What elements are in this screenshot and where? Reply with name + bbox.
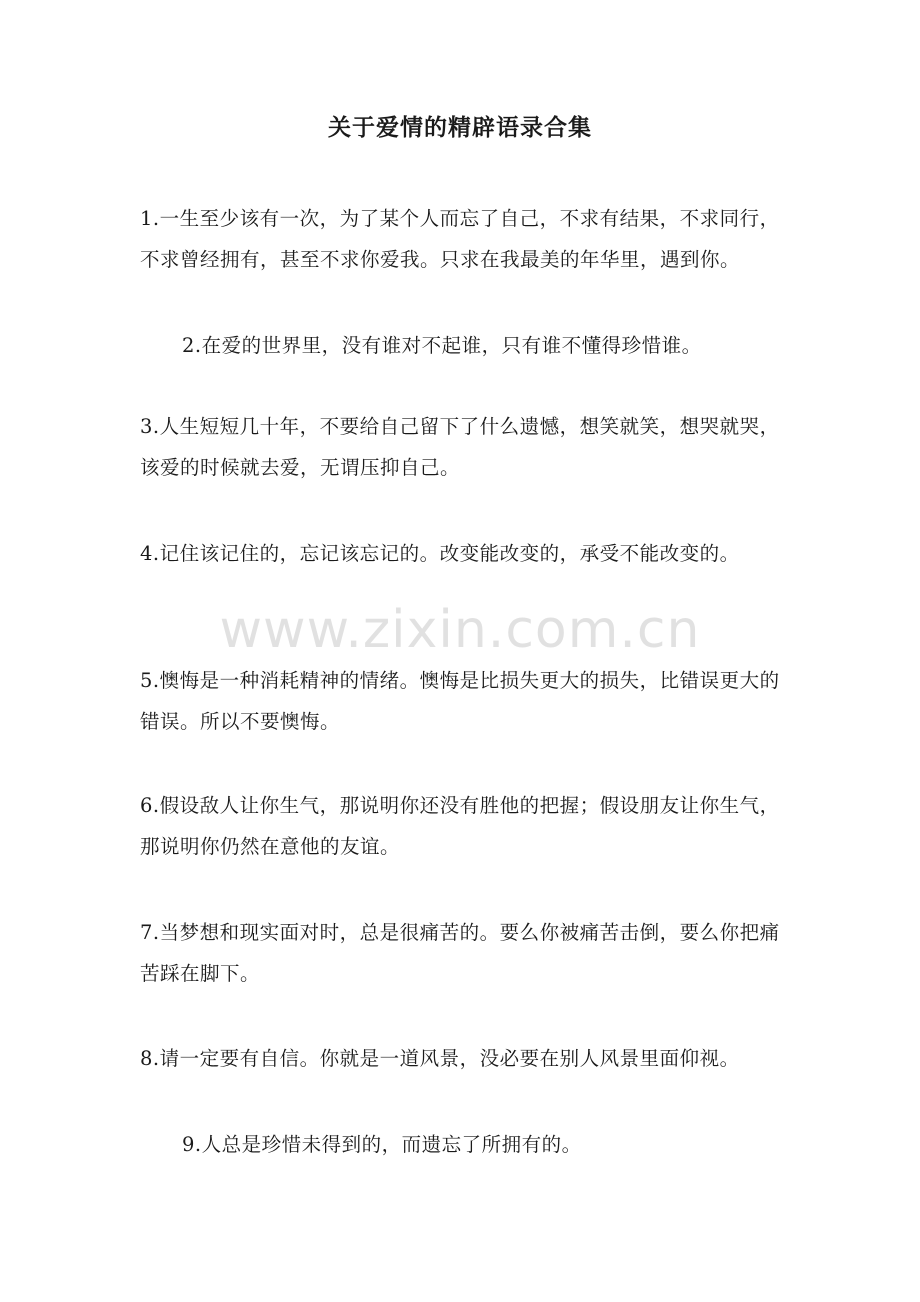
quote-item-7: 7.当梦想和现实面对时，总是很痛苦的。要么你被痛苦击倒，要么你把痛苦踩在脚下。 <box>140 921 780 985</box>
quote-item-4: 4.记住该记住的，忘记该忘记的。改变能改变的，承受不能改变的。 <box>140 542 740 565</box>
quote-item-5: 5.懊悔是一种消耗精神的情绪。懊悔是比损失更大的损失，比错误更大的错误。所以不要懊悔。 <box>140 669 780 733</box>
quote-item-9: 9.人总是珍惜未得到的，而遗忘了所拥有的。 <box>182 1133 582 1156</box>
quote-item-2: 2.在爱的世界里，没有谁对不起谁，只有谁不懂得珍惜谁。 <box>182 334 702 357</box>
quote-item-1: 1.一生至少该有一次，为了某个人而忘了自己，不求有结果，不求同行，不求曾经拥有，甚至不求你爱我。只求在我最美的年华里，遇到你。 <box>140 207 780 271</box>
quote-item-3: 3.人生短短几十年，不要给自己留下了什么遗憾，想笑就笑，想哭就哭，该爱的时候就去爱，无谓压抑自己。 <box>140 415 780 479</box>
page-title: 关于爱情的精辟语录合集 <box>328 114 592 141</box>
quote-item-8: 8.请一定要有自信。你就是一道风景，没必要在别人风景里面仰视。 <box>140 1047 740 1070</box>
quote-item-6: 6.假设敌人让你生气，那说明你还没有胜他的把握；假设朋友让你生气，那说明你仍然在意他的友谊。 <box>140 794 780 858</box>
watermark: www.zixin.com.cn <box>219 600 701 660</box>
